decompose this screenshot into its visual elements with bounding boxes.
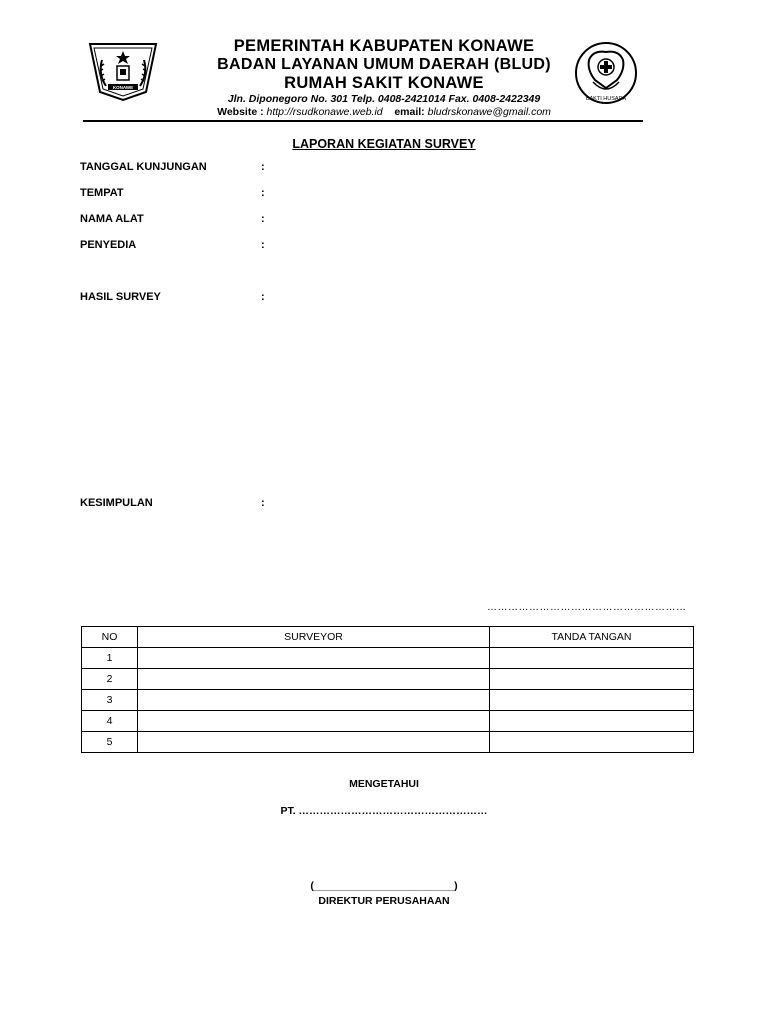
header-surveyor: SURVEYOR [138, 627, 490, 648]
table-header-row [82, 627, 694, 648]
surveyor-table [81, 626, 694, 753]
company-line: PT. ……………………………………………… [280, 805, 488, 817]
field-colon: : [261, 291, 265, 303]
header-line-2: BADAN LAYANAN UMUM DAERAH (BLUD) [217, 56, 551, 73]
right-logo-text: BAKTI HUSADA [585, 96, 627, 102]
signature-cell [490, 669, 694, 690]
row-number: 5 [82, 732, 138, 753]
signature-cell [490, 732, 694, 753]
field-label-penyedia: PENYEDIA [80, 239, 137, 251]
date-place-line: ………………………………………………… [487, 602, 687, 613]
document-title: LAPORAN KEGIATAN SURVEY [292, 137, 476, 151]
field-label-tanggal: TANGGAL KUNJUNGAN [80, 161, 207, 173]
header-contact [0, 106, 768, 118]
field-colon: : [261, 161, 265, 173]
surveyor-cell [138, 711, 490, 732]
email-address: bludrskonawe@gmail.com [427, 106, 551, 118]
row-number: 2 [82, 669, 138, 690]
field-colon: : [261, 239, 265, 251]
row-number: 3 [82, 690, 138, 711]
surveyor-cell [138, 690, 490, 711]
field-label-kesimpulan: KESIMPULAN [80, 497, 153, 509]
email-label: email: [394, 106, 425, 118]
surveyor-cell [138, 648, 490, 669]
surveyor-cell [138, 732, 490, 753]
table-row [82, 732, 694, 753]
signature-cell [490, 711, 694, 732]
header-line-3: RUMAH SAKIT KONAWE [284, 74, 484, 92]
surveyor-cell [138, 669, 490, 690]
field-colon: : [261, 213, 265, 225]
table-row [82, 648, 694, 669]
table-row [82, 711, 694, 732]
header-divider [83, 120, 643, 122]
left-logo-text: KONAWE [112, 85, 134, 90]
table-row [82, 669, 694, 690]
signature-cell [490, 648, 694, 669]
field-label-nama-alat: NAMA ALAT [80, 213, 144, 225]
signature-cell [490, 690, 694, 711]
header-address: Jln. Diponegoro No. 301 Telp. 0408-2421014 Fax. 0408-2422349 [227, 93, 541, 105]
signature-name-line: (________________________) [310, 880, 458, 892]
director-role: DIREKTUR PERUSAHAAN [318, 895, 450, 907]
row-number: 4 [82, 711, 138, 732]
website-label: Website : [217, 106, 264, 118]
header-no: NO [82, 627, 138, 648]
header-line-1: PEMERINTAH KABUPATEN KONAWE [233, 37, 535, 55]
website-url: http://rsudkonawe.web.id [266, 106, 383, 118]
field-colon: : [261, 497, 265, 509]
mengetahui-label: MENGETAHUI [349, 778, 419, 790]
field-colon: : [261, 187, 265, 199]
row-number: 1 [82, 648, 138, 669]
field-label-tempat: TEMPAT [80, 187, 124, 199]
header-tanda-tangan: TANDA TANGAN [490, 627, 694, 648]
field-label-hasil-survey: HASIL SURVEY [80, 291, 161, 303]
table-row [82, 690, 694, 711]
